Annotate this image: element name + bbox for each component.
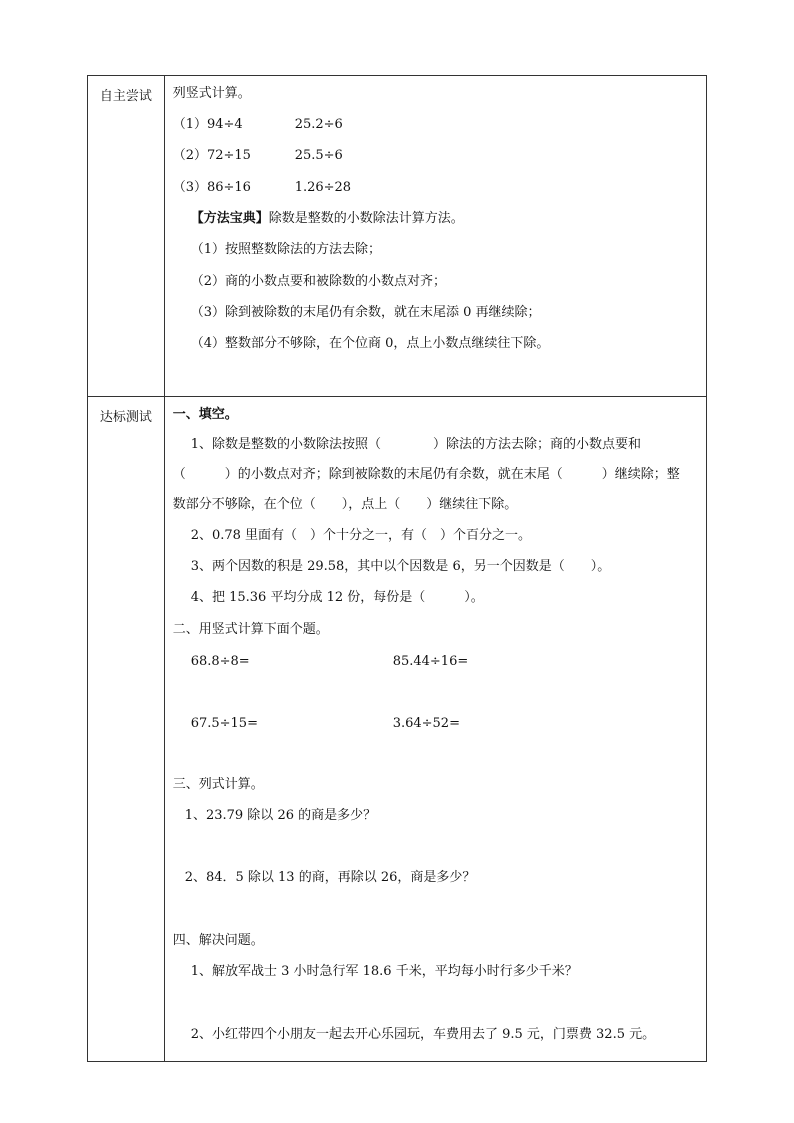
method-step-1: （1）按照整数除法的方法去除； xyxy=(190,242,381,257)
problem-1-b: 25.2÷6 xyxy=(294,117,343,132)
calc-2-a: 67.5÷15= xyxy=(190,716,258,731)
method-step-3: （3）除到被除数的末尾仍有余数，就在末尾添 0 再继续除； xyxy=(190,305,541,320)
fill-line-1: 1、除数是整数的小数除法按照（ ）除法的方法去除；商的小数点要和 xyxy=(190,437,641,452)
fill-line-6: 4、把 15.36 平均分成 12 份，每份是（ ）。 xyxy=(190,590,484,605)
part1-title: 一、填空。 xyxy=(172,407,238,422)
problem-3-a: （3）86÷16 xyxy=(172,180,251,195)
section-content-test xyxy=(164,397,706,1062)
calc-1-b: 85.44÷16= xyxy=(392,654,469,669)
part3-title: 三、列式计算。 xyxy=(172,777,264,792)
method-step-4: （4）整数部分不够除，在个位商 0，点上小数点继续往下除。 xyxy=(190,336,550,351)
list-item-1: 1、23.79 除以 26 的商是多少？ xyxy=(184,808,377,823)
section-label-test: 达标测试 xyxy=(88,397,165,1062)
method-title: 【方法宝典】 xyxy=(190,211,269,226)
problem-2-a: （2）72÷15 xyxy=(172,148,251,163)
part2-title: 二、用竖式计算下面个题。 xyxy=(172,622,329,637)
section-test xyxy=(88,397,707,1062)
problem-1-a: （1）94÷4 xyxy=(172,117,243,132)
word-problem-1: 1、解放军战士 3 小时急行军 18.6 千米，平均每小时行多少千米？ xyxy=(190,964,578,979)
method-line xyxy=(191,211,464,227)
part4-title: 四、解决问题。 xyxy=(172,933,264,948)
calc-2-b: 3.64÷52= xyxy=(392,716,460,731)
problem-2-b: 25.5÷6 xyxy=(294,148,343,163)
section-content-self-try xyxy=(164,76,706,397)
problem-3-b: 1.26÷28 xyxy=(294,180,352,195)
fill-line-3: 数部分不够除，在个位（ ），点上（ ）继续往下除。 xyxy=(172,497,518,512)
worksheet-table xyxy=(87,75,707,1062)
section-label-self-try: 自主尝试 xyxy=(88,76,165,397)
fill-line-2: （ ）的小数点对齐；除到被除数的末尾仍有余数，就在末尾（ ）继续除；整 xyxy=(172,467,680,482)
section-self-try xyxy=(88,76,707,397)
method-intro: 除数是整数的小数除法计算方法。 xyxy=(268,211,464,226)
list-item-2: 2、84．5 除以 13 的商，再除以 26，商是多少？ xyxy=(184,870,476,885)
instruction-text: 列竖式计算。 xyxy=(172,86,251,101)
word-problem-2: 2、小红带四个小朋友一起去开心乐园玩，车费用去了 9.5 元，门票费 32.5 元。 xyxy=(190,1027,656,1042)
fill-line-5: 3、两个因数的积是 29.58，其中以个因数是 6，另一个因数是（ ）。 xyxy=(190,559,611,574)
calc-1-a: 68.8÷8= xyxy=(190,654,250,669)
method-step-2: （2）商的小数点要和被除数的小数点对齐； xyxy=(190,274,446,289)
fill-line-4: 2、0.78 里面有（ ）个十分之一，有（ ）个百分之一。 xyxy=(190,528,532,543)
